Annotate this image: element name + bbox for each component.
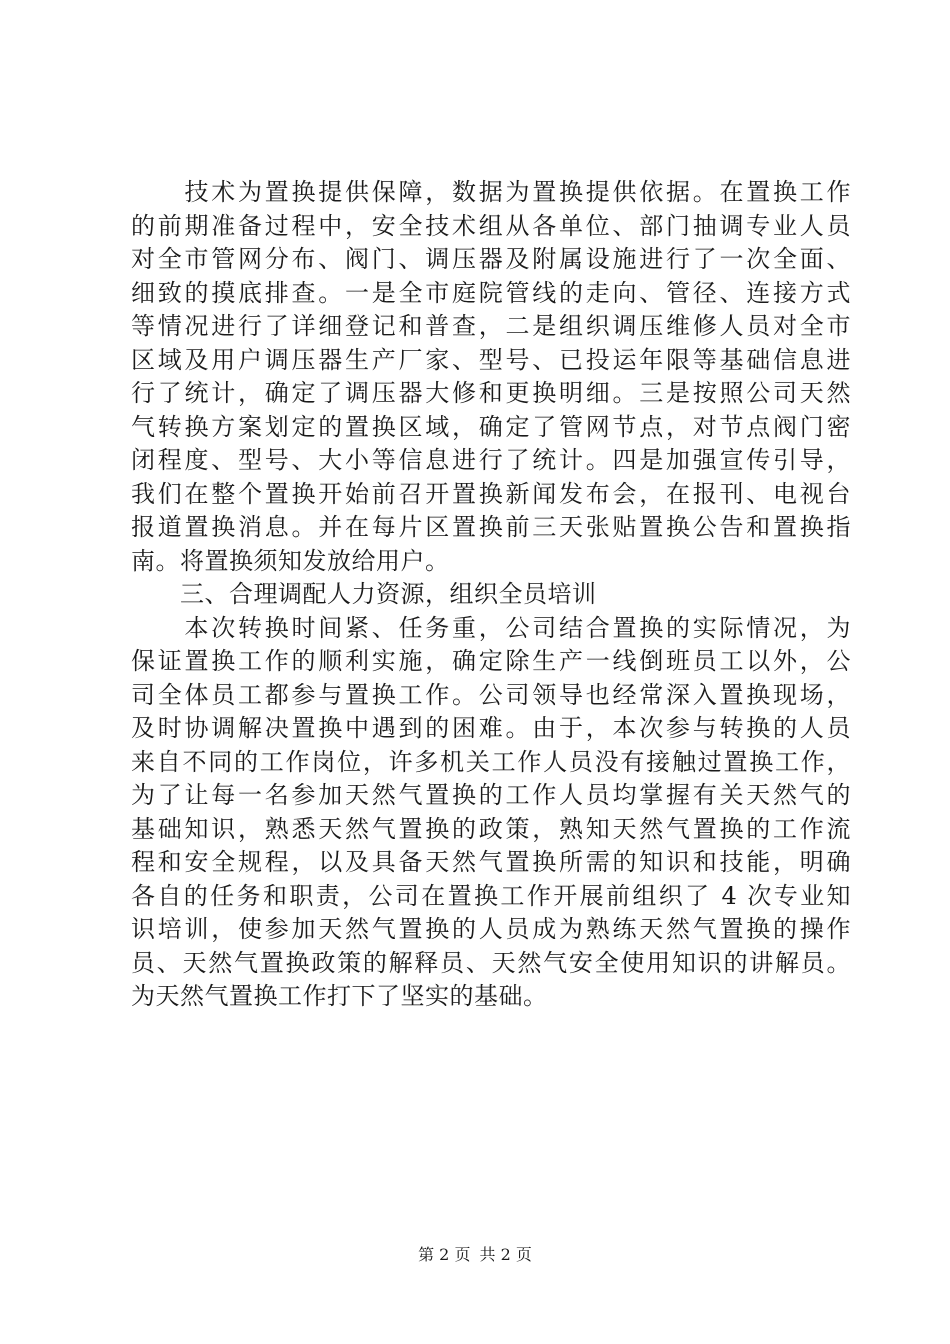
text-line: 为了让每一名参加天然气置换的工作人员均掌握有关天然气的 bbox=[131, 781, 851, 809]
text-line: 来自不同的工作岗位，许多机关工作人员没有接触过置换工作， bbox=[131, 747, 851, 776]
text-line: 司全体员工都参与置换工作。公司领导也经常深入置换现场， bbox=[131, 680, 851, 709]
text-line: 南。将置换须知发放给用户。 bbox=[131, 546, 450, 575]
text-line: 气转换方案划定的置换区域，确定了管网节点，对节点阀门密 bbox=[131, 412, 851, 441]
text-line: 识培训，使参加天然气置换的人员成为熟练天然气置换的操作 bbox=[131, 915, 851, 943]
text-line: 员、天然气置换政策的解释员、天然气安全使用知识的讲解员。 bbox=[131, 948, 851, 977]
text-line: 区域及用户调压器生产厂家、型号、已投运年限等基础信息进 bbox=[131, 345, 851, 374]
text-line: 基础知识，熟悉天然气置换的政策，熟知天然气置换的工作流 bbox=[131, 814, 851, 843]
text-line: 行了统计，确定了调压器大修和更换明细。三是按照公司天然 bbox=[131, 379, 851, 407]
page-footer bbox=[0, 1245, 950, 1265]
text-line: 技术为置换提供保障，数据为置换提供依据。在置换工作 bbox=[131, 178, 851, 206]
body-text bbox=[131, 176, 851, 1014]
text-line: 等情况进行了详细登记和普查，二是组织调压维修人员对全市 bbox=[131, 312, 851, 340]
text-line: 三、合理调配人力资源，组织全员培训 bbox=[131, 580, 597, 608]
text-line: 闭程度、型号、大小等信息进行了统计。四是加强宣传引导， bbox=[131, 446, 851, 474]
page-total: 共 2 页 bbox=[479, 1245, 532, 1264]
text-line: 报道置换消息。并在每片区置换前三天张贴置换公告和置换指 bbox=[131, 513, 851, 541]
text-line: 为天然气置换工作打下了坚实的基础。 bbox=[131, 982, 548, 1010]
page-number: 第 2 页 bbox=[418, 1245, 471, 1264]
text-line: 我们在整个置换开始前召开置换新闻发布会，在报刊、电视台 bbox=[131, 479, 851, 508]
text-line: 保证置换工作的顺利实施，确定除生产一线倒班员工以外，公 bbox=[131, 647, 851, 675]
text-line: 及时协调解决置换中遇到的困难。由于，本次参与转换的人员 bbox=[131, 714, 851, 742]
text-line: 程和安全规程，以及具备天然气置换所需的知识和技能，明确 bbox=[131, 848, 851, 876]
text-line: 本次转换时间紧、任务重，公司结合置换的实际情况，为 bbox=[131, 613, 851, 642]
text-line: 各自的任务和职责，公司在置换工作开展前组织了 4 次专业知 bbox=[131, 881, 851, 910]
text-line: 细致的摸底排查。一是全市庭院管线的走向、管径、连接方式 bbox=[131, 278, 851, 307]
text-line: 对全市管网分布、阀门、调压器及附属设施进行了一次全面、 bbox=[131, 245, 851, 273]
text-line: 的前期准备过程中，安全技术组从各单位、部门抽调专业人员 bbox=[131, 211, 851, 240]
